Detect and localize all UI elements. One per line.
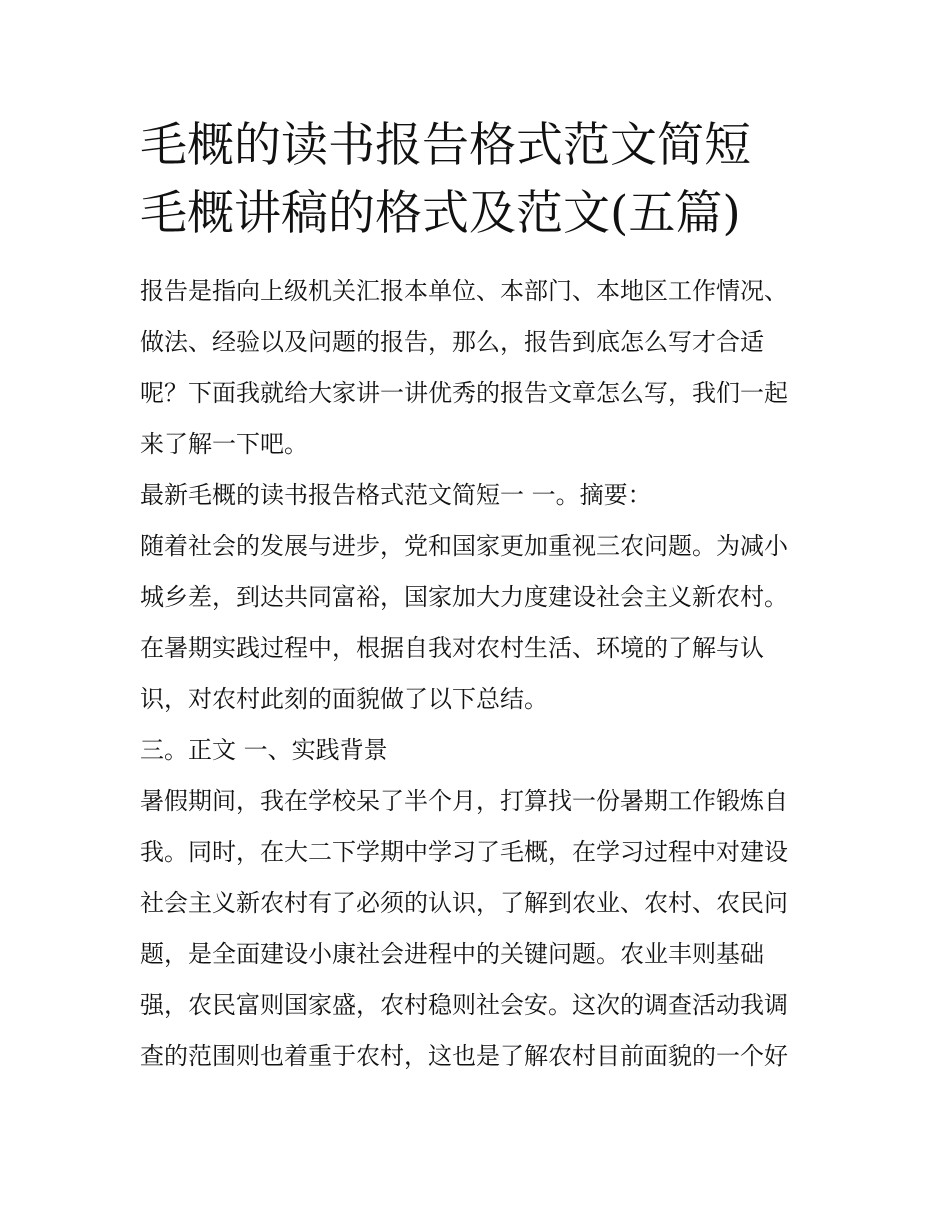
text-line: 我。同时，在大二下学期中学习了毛概，在学习过程中对建设 (140, 838, 788, 866)
paragraph-abstract (140, 521, 812, 725)
text-line: 呢？下面我就给大家讲一讲优秀的报告文章怎么写，我们一起 (140, 379, 788, 407)
text-line: 城乡差，到达共同富裕，国家加大力度建设社会主义新农村。 (140, 583, 788, 611)
paragraph-subheading (140, 725, 812, 776)
text-line: 识，对农村此刻的面貌做了以下总结。 (140, 685, 548, 713)
text-line: 做法、经验以及问题的报告，那么，报告到底怎么写才合适 (140, 328, 764, 356)
title-line: 毛概的读书报告格式范文简短 (140, 118, 751, 173)
text-line: 随着社会的发展与进步，党和国家更加重视三农问题。为减小 (140, 532, 788, 560)
title-line: 毛概讲稿的格式及范文(五篇) (140, 186, 741, 241)
text-line: 社会主义新农村有了必须的认识，了解到农业、农村、农民问 (140, 889, 788, 917)
document-page (140, 112, 830, 1082)
text-line: 在暑期实践过程中，根据自我对农村生活、环境的了解与认 (140, 634, 764, 662)
text-line: 最新毛概的读书报告格式范文简短一 一。摘要： (140, 481, 652, 509)
document-title (140, 112, 810, 248)
text-line: 强，农民富则国家盛，农村稳则社会安。这次的调查活动我调 (140, 991, 788, 1019)
text-line: 报告是指向上级机关汇报本单位、本部门、本地区工作情况、 (140, 277, 788, 305)
text-line: 来了解一下吧。 (140, 430, 308, 458)
text-line: 三。正文 一、实践背景 (140, 736, 388, 764)
document-body (140, 266, 830, 1082)
paragraph-intro (140, 266, 812, 470)
text-line: 查的范围则也着重于农村，这也是了解农村目前面貌的一个好 (140, 1042, 788, 1070)
text-line: 暑假期间，我在学校呆了半个月，打算找一份暑期工作锻炼自 (140, 787, 788, 815)
text-line: 题，是全面建设小康社会进程中的关键问题。农业丰则基础 (140, 940, 764, 968)
paragraph-background (140, 776, 812, 1082)
paragraph-section-heading (140, 470, 812, 521)
